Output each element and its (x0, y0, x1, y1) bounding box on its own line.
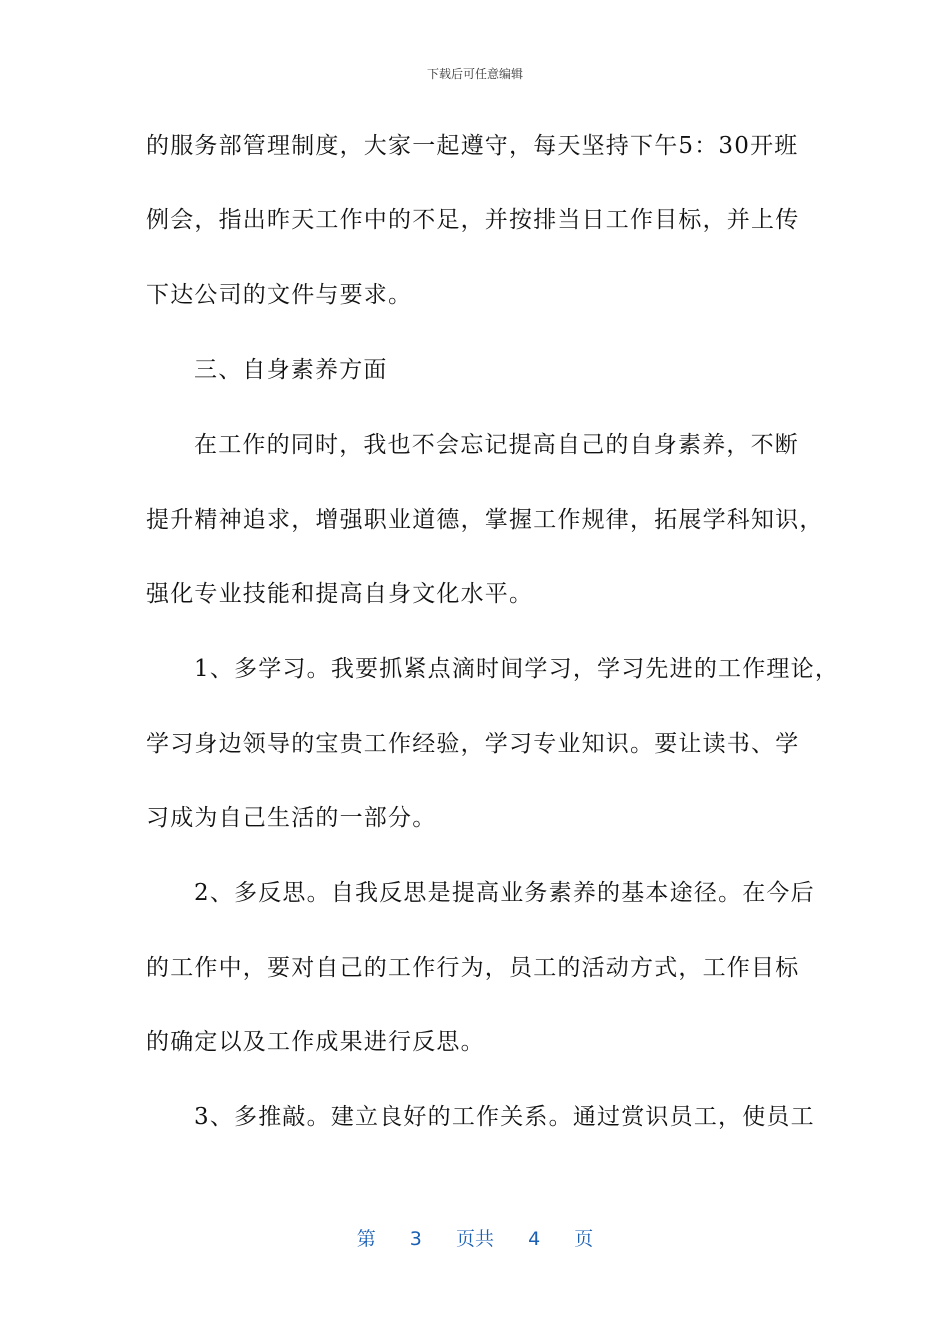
text-line: 强化专业技能和提高自身文化水平。 (146, 581, 534, 607)
section-heading: 三、自身素养方面 (194, 357, 388, 383)
footer-suffix: 页 (574, 1228, 594, 1250)
text-line: 在工作的同时，我也不会忘记提高自己的自身素养，不断 (194, 432, 799, 458)
text-line: 例会，指出昨天工作中的不足，并按排当日工作目标，并上传 (146, 207, 800, 233)
total-pages-number: 4 (528, 1228, 541, 1250)
text-line: 2、多反思。自我反思是提高业务素养的基本途径。在今后 (194, 880, 815, 906)
text-line: 学习身边领导的宝贵工作经验，学习专业知识。要让读书、学 (146, 731, 800, 757)
footer-middle: 页共 (455, 1228, 494, 1250)
text-line: 1、多学习。我要抓紧点滴时间学习，学习先进的工作理论， (194, 656, 840, 682)
text-line: 下达公司的文件与要求。 (146, 282, 413, 308)
page-header: 下载后可任意编辑 (426, 67, 523, 81)
text-line: 的确定以及工作成果进行反思。 (146, 1029, 485, 1055)
text-line: 的工作中，要对自己的工作行为，员工的活动方式，工作目标 (146, 955, 800, 981)
text-line: 的服务部管理制度，大家一起遵守，每天坚持下午5：30开班 (146, 133, 799, 159)
current-page-number: 3 (409, 1228, 422, 1250)
text-line: 3、多推敲。建立良好的工作关系。通过赏识员工，使员工 (194, 1104, 815, 1130)
text-line: 习成为自己生活的一部分。 (146, 805, 437, 831)
page-footer (0, 1227, 950, 1251)
text-line: 提升精神追求，增强职业道德，掌握工作规律，拓展学科知识， (146, 507, 824, 533)
footer-prefix: 第 (356, 1228, 376, 1250)
